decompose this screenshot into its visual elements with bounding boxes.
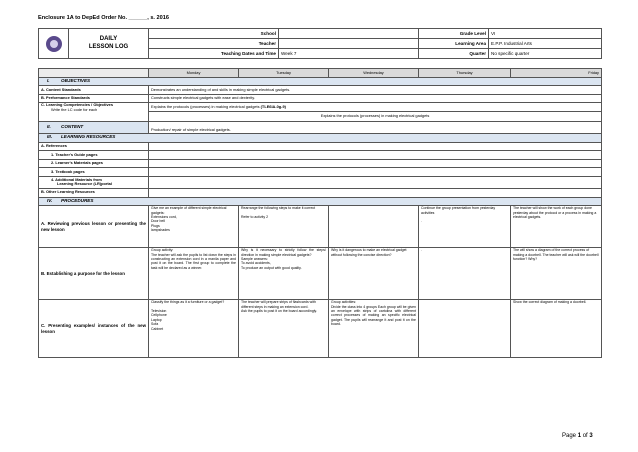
section-content: II. CONTENT <box>39 121 149 133</box>
cell-line: Group activity: <box>151 248 174 253</box>
cell-line: Continue the group presentation from yesterday activities <box>421 206 496 215</box>
cell-line: . <box>421 248 422 253</box>
school-label: School <box>149 29 279 39</box>
cell-line: Sample answers: <box>241 256 268 261</box>
content-standards-value: Demonstrates an understanding of and skills in making simple electrical gadgets. <box>149 86 602 95</box>
procedure-c-label: C. Presenting examples/ instances of the new lesson <box>39 300 149 358</box>
additional-materials-label: 4. Additional Materials from Learning Resource (LR)portal <box>39 176 149 188</box>
procedure-b-tuesday <box>239 248 329 300</box>
content-standards-label: A. Content Standards <box>39 86 149 95</box>
content-value: Production/ repair of simple electrical gadgets. <box>149 121 602 133</box>
section-procedures: IV. PROCEDURES <box>39 197 602 206</box>
corner-cell <box>39 69 149 78</box>
other-resources-value <box>149 188 602 197</box>
lesson-info-table <box>38 28 602 59</box>
competencies-repeat: Explains the protocols (processes) in making electrical gadgets <box>149 111 602 121</box>
procedure-a-thursday <box>419 206 511 248</box>
day-wednesday: Wednesday <box>329 69 419 78</box>
competencies-label: C. Learning Competencies / Objectives Write the LC code for each <box>39 103 149 122</box>
quarter-value[interactable]: No specific quarter <box>489 49 602 59</box>
cell-line: Ask the pupils to post it on the board accordingly. <box>241 308 318 313</box>
cell-line: Classify the things as it a furniture or a gadget? <box>151 300 225 305</box>
cell-line: Divide the class into 4 groups Each group will be given an envelope with strips of cartolina with different correct processes of making an specific electrical gadget. The pupils will rearrange it and post it on the board. <box>331 304 416 327</box>
competencies-value: Explains the protocols (processes) in making electrical gadgets (TLE6IA-0g-9) <box>149 103 602 112</box>
lesson-log-table <box>38 68 602 358</box>
cell-line: The teacher will ask the pupils to list down the steps in constructing an extension cord in a manila paper and post it on the board. The first group to complete the task will be declared as a winner. <box>151 252 236 270</box>
cell-line: Why is it necessary to strictly follow the steps/ direction in making simple electrical gadgets? <box>241 248 326 257</box>
dates-value[interactable]: Week 7 <box>279 49 419 59</box>
additional-materials-value <box>149 176 602 188</box>
procedure-a-tuesday <box>239 206 329 248</box>
procedure-b-thursday <box>419 248 511 300</box>
daily-lesson-log-title: DAILY LESSON LOG <box>69 29 149 59</box>
cell-line: The will show a diagram of the correct process of making a doorbell. The teacher will ask will the doorbell function? Why? <box>513 248 599 261</box>
procedure-c-thursday <box>419 300 511 358</box>
cell-line: Give me an example of different simple electrical gadgets: <box>151 206 227 215</box>
cell-line: The teacher will prepare strips of flashcards with different steps in making an extension cord. <box>241 300 316 309</box>
teacher-label: Teacher <box>149 39 279 49</box>
grade-value[interactable]: VI <box>489 29 602 39</box>
cell-line: Sofa <box>151 322 159 327</box>
day-tuesday: Tuesday <box>239 69 329 78</box>
cell-line: Why is it dangerous to make an electrical gadget without following the concise direction? <box>331 248 407 257</box>
cell-line: Show the correct diagram of making a doorbell. <box>513 300 587 305</box>
school-value[interactable] <box>279 29 419 39</box>
teacher-value[interactable] <box>279 39 419 49</box>
teachers-guide-value <box>149 151 602 160</box>
deped-seal-icon <box>46 36 62 52</box>
learners-materials-value <box>149 159 602 168</box>
enclosure-header: Enclosure 1A to DepEd Order No. ______, s. 2016 <box>38 15 169 21</box>
procedure-c-monday <box>149 300 239 358</box>
cell-line: Door bell <box>151 219 166 224</box>
procedure-c-tuesday <box>239 300 329 358</box>
textbook-pages-label: 3. Textbook pages <box>39 168 149 177</box>
procedure-a-friday <box>511 206 602 248</box>
performance-standards-value: Constructs simple electrical gadgets with ease and dexterity. <box>149 94 602 103</box>
procedure-a-monday <box>149 206 239 248</box>
performance-standards-label: B. Performance Standards <box>39 94 149 103</box>
procedure-c-friday <box>511 300 602 358</box>
cell-line: Television <box>151 308 167 313</box>
references-label: A. References <box>39 142 149 151</box>
area-value[interactable]: E.P.P. Industrial Arts <box>489 39 602 49</box>
cell-line: Cellphone <box>151 313 167 318</box>
cell-line: Laptop <box>151 317 162 322</box>
quarter-label: Quarter <box>419 49 489 59</box>
logo-cell <box>39 29 69 59</box>
other-resources-label: B. Other Learning Resources <box>39 188 149 197</box>
procedure-b-monday <box>149 248 239 300</box>
cell-line: The teacher will show the work of each group done yesterday about the protocol or a process in making a electrical gadgets. <box>513 206 597 219</box>
cell-line: Plugs <box>151 223 160 228</box>
day-friday: Friday <box>511 69 602 78</box>
section-learning-resources: III. LEARNING RESOURCES <box>39 133 602 142</box>
cell-line: lampshades <box>151 228 170 233</box>
day-thursday: Thursday <box>419 69 511 78</box>
cell-line: . <box>421 219 422 224</box>
cell-line: Extensions cord, <box>151 214 177 219</box>
learners-materials-label: 2. Learner's Materials pages <box>39 159 149 168</box>
procedure-a-label: A. Reviewing previous lesson or presenting the new lesson <box>39 206 149 248</box>
cell-line: To avoid accidents, <box>241 261 271 266</box>
area-label: Learning Area <box>419 39 489 49</box>
procedure-c-wednesday <box>329 300 419 358</box>
procedure-b-wednesday <box>329 248 419 300</box>
day-monday: Monday <box>149 69 239 78</box>
dates-label: Teaching Dates and Time <box>149 49 279 59</box>
cell-line: To produce an output with good quality. <box>241 265 302 270</box>
page-number: Page 1 of 3 <box>562 433 593 439</box>
procedure-a-wednesday <box>329 206 419 248</box>
cell-line: Cabinet <box>151 326 164 331</box>
cell-line: Group activities: <box>331 300 357 305</box>
section-objectives: I. OBJECTIVES <box>39 77 602 86</box>
procedure-b-label: B. Establishing a purpose for the lesson <box>39 248 149 300</box>
grade-label: Grade Level <box>419 29 489 39</box>
teachers-guide-label: 1. Teacher's Guide pages <box>39 151 149 160</box>
cell-line: Refer to activity 2 <box>241 214 269 219</box>
textbook-pages-value <box>149 168 602 177</box>
cell-line: Rearrange the following steps to make it correct <box>241 206 316 211</box>
references-value <box>149 142 602 151</box>
procedure-b-friday <box>511 248 602 300</box>
